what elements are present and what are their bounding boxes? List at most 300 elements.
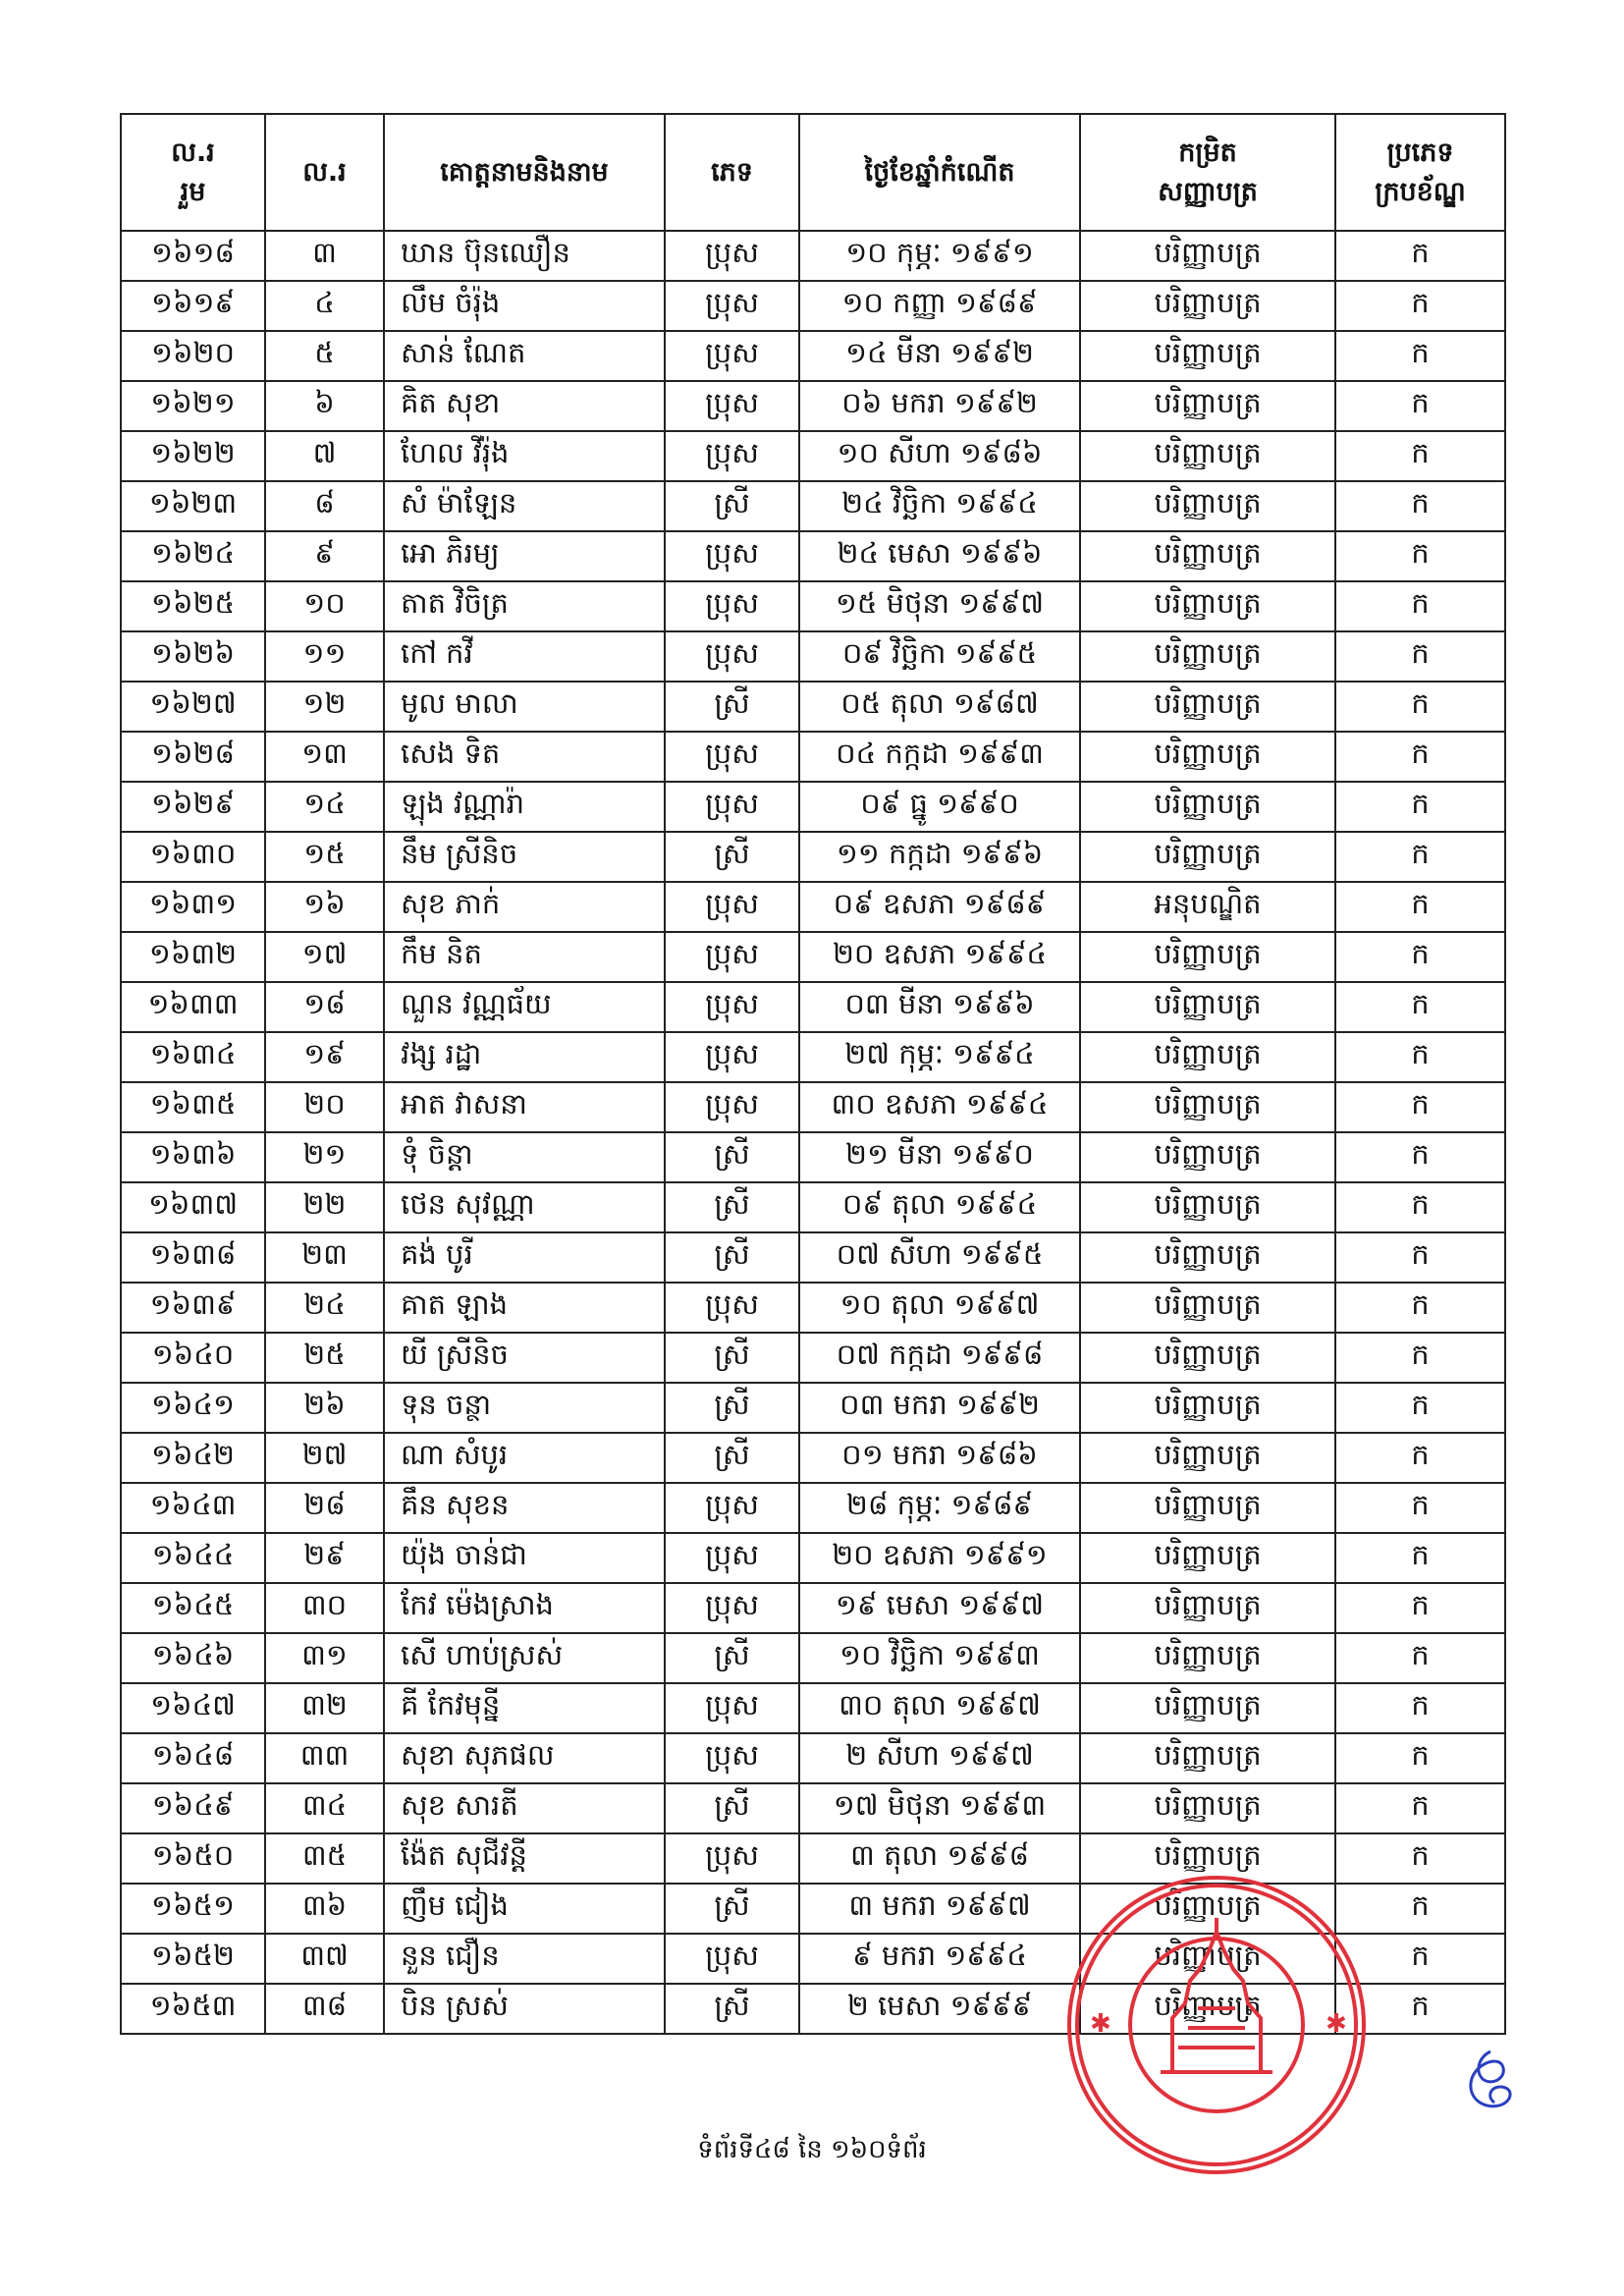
row-sex-cell: ប្រុស — [665, 1733, 799, 1783]
row-sex-cell: ប្រុស — [665, 1533, 799, 1583]
row-sex-cell: ប្រុស — [665, 882, 799, 932]
row-framework-type-cell: ក — [1335, 481, 1505, 531]
row-framework-type-cell: ក — [1335, 1934, 1505, 1984]
row-no-cell: ១១ — [265, 631, 384, 682]
row-no-cell: ២៩ — [265, 1533, 384, 1583]
row-full-name-cell: គង់ បូរី — [384, 1232, 665, 1283]
row-degree-level-cell: បរិញ្ញាបត្រ — [1080, 1132, 1335, 1182]
row-framework-type-cell: ក — [1335, 832, 1505, 882]
row-sex-cell: ប្រុស — [665, 1934, 799, 1984]
row-date-of-birth-cell: ១០ វិច្ឆិកា ១៩៩៣ — [799, 1633, 1080, 1683]
table-row — [121, 1583, 1505, 1633]
row-sex-cell: ស្រី — [665, 1132, 799, 1182]
table-row — [121, 231, 1505, 281]
row-overall-no-cell: ១៦៥៣ — [121, 1984, 265, 2034]
row-framework-type-cell: ក — [1335, 281, 1505, 331]
row-date-of-birth-cell: ០៧ សីហា ១៩៩៥ — [799, 1232, 1080, 1283]
row-overall-no-cell: ១៦២៣ — [121, 481, 265, 531]
row-degree-level-cell: បរិញ្ញាបត្រ — [1080, 1984, 1335, 2034]
row-full-name-cell: សាន់ ណែត — [384, 331, 665, 381]
row-date-of-birth-cell: ១៧ មិថុនា ១៩៩៣ — [799, 1783, 1080, 1833]
row-framework-type-cell: ក — [1335, 381, 1505, 431]
row-overall-no-cell: ១៦៣១ — [121, 882, 265, 932]
row-sex-cell: ស្រី — [665, 1433, 799, 1483]
table-header — [121, 114, 1505, 231]
row-full-name-cell: មូល មាលា — [384, 682, 665, 732]
row-overall-no-cell: ១៦៣៥ — [121, 1082, 265, 1132]
table-row — [121, 1533, 1505, 1583]
row-degree-level-cell: បរិញ្ញាបត្រ — [1080, 581, 1335, 631]
row-sex-cell: ស្រី — [665, 1633, 799, 1683]
row-date-of-birth-cell: ២៨ កុម្ភៈ ១៩៨៩ — [799, 1483, 1080, 1533]
row-date-of-birth-cell: ២០ ឧសភា ១៩៩១ — [799, 1533, 1080, 1583]
table-row — [121, 932, 1505, 982]
row-full-name-cell: ទុំ ចិន្តា — [384, 1132, 665, 1182]
handwritten-signature — [1461, 2048, 1520, 2116]
table-row — [121, 431, 1505, 481]
header-degree-level: កម្រិត សញ្ញាបត្រ — [1080, 114, 1335, 231]
row-date-of-birth-cell: ០៣ មីនា ១៩៩៦ — [799, 982, 1080, 1032]
row-degree-level-cell: បរិញ្ញាបត្រ — [1080, 631, 1335, 682]
row-degree-level-cell: បរិញ្ញាបត្រ — [1080, 281, 1335, 331]
row-framework-type-cell: ក — [1335, 1984, 1505, 2034]
row-date-of-birth-cell: ២ សីហា ១៩៩៧ — [799, 1733, 1080, 1783]
row-sex-cell: ស្រី — [665, 1984, 799, 2034]
row-degree-level-cell: បរិញ្ញាបត្រ — [1080, 1032, 1335, 1082]
row-sex-cell: ស្រី — [665, 1333, 799, 1383]
row-full-name-cell: បិន ស្រស់ — [384, 1984, 665, 2034]
row-date-of-birth-cell: ២១ មីនា ១៩៩០ — [799, 1132, 1080, 1182]
row-no-cell: ១៥ — [265, 832, 384, 882]
table-row — [121, 682, 1505, 732]
row-overall-no-cell: ១៦៥០ — [121, 1833, 265, 1884]
row-no-cell: ៣០ — [265, 1583, 384, 1633]
row-sex-cell: ប្រុស — [665, 982, 799, 1032]
row-framework-type-cell: ក — [1335, 782, 1505, 832]
row-no-cell: ៣៥ — [265, 1833, 384, 1884]
row-date-of-birth-cell: ២៤ មេសា ១៩៩៦ — [799, 531, 1080, 581]
row-full-name-cell: ញឹម ជៀង — [384, 1884, 665, 1934]
row-full-name-cell: លឹម ចំរ៉ុង — [384, 281, 665, 331]
row-sex-cell: ប្រុស — [665, 381, 799, 431]
row-degree-level-cell: អនុបណ្ឌិត — [1080, 882, 1335, 932]
row-framework-type-cell: ក — [1335, 982, 1505, 1032]
row-overall-no-cell: ១៦៣៦ — [121, 1132, 265, 1182]
row-no-cell: ១៤ — [265, 782, 384, 832]
row-overall-no-cell: ១៦៤២ — [121, 1433, 265, 1483]
row-framework-type-cell: ក — [1335, 531, 1505, 581]
row-full-name-cell: យី ស្រីនិច — [384, 1333, 665, 1383]
row-date-of-birth-cell: ០១ មករា ១៩៨៦ — [799, 1433, 1080, 1483]
row-date-of-birth-cell: ១០ សីហា ១៩៨៦ — [799, 431, 1080, 481]
row-no-cell: ៣១ — [265, 1633, 384, 1683]
row-date-of-birth-cell: ៣០ តុលា ១៩៩៧ — [799, 1683, 1080, 1733]
candidate-table — [120, 113, 1506, 2035]
row-no-cell: ២២ — [265, 1182, 384, 1232]
table-row — [121, 281, 1505, 331]
table-row — [121, 481, 1505, 531]
header-framework-type: ប្រភេទ ក្របខ័ណ្ឌ — [1335, 114, 1505, 231]
row-sex-cell: ប្រុស — [665, 732, 799, 782]
row-degree-level-cell: បរិញ្ញាបត្រ — [1080, 1483, 1335, 1533]
table-row — [121, 1132, 1505, 1182]
row-framework-type-cell: ក — [1335, 1283, 1505, 1333]
row-overall-no-cell: ១៦៣៣ — [121, 982, 265, 1032]
row-no-cell: ៣៤ — [265, 1783, 384, 1833]
row-date-of-birth-cell: ០៧ កក្កដា ១៩៩៨ — [799, 1333, 1080, 1383]
row-sex-cell: ប្រុស — [665, 1583, 799, 1633]
table-row — [121, 1383, 1505, 1433]
row-no-cell: ២៦ — [265, 1383, 384, 1433]
row-overall-no-cell: ១៦២៧ — [121, 682, 265, 732]
row-sex-cell: ប្រុស — [665, 281, 799, 331]
row-date-of-birth-cell: ១០ កុម្ភៈ ១៩៩១ — [799, 231, 1080, 281]
row-sex-cell: ប្រុស — [665, 1283, 799, 1333]
row-date-of-birth-cell: ២ មេសា ១៩៩៩ — [799, 1984, 1080, 2034]
row-overall-no-cell: ១៦២៩ — [121, 782, 265, 832]
row-overall-no-cell: ១៦១៩ — [121, 281, 265, 331]
row-degree-level-cell: បរិញ្ញាបត្រ — [1080, 1733, 1335, 1783]
row-full-name-cell: ថេន សុវណ្ណា — [384, 1182, 665, 1232]
row-date-of-birth-cell: ០៣ មករា ១៩៩២ — [799, 1383, 1080, 1433]
table-row — [121, 982, 1505, 1032]
row-full-name-cell: ទុន ចន្ថា — [384, 1383, 665, 1433]
svg-text:✱: ✱ — [1090, 2009, 1111, 2039]
row-overall-no-cell: ១៦៣៩ — [121, 1283, 265, 1333]
row-degree-level-cell: បរិញ្ញាបត្រ — [1080, 1884, 1335, 1934]
row-sex-cell: ស្រី — [665, 1383, 799, 1433]
row-full-name-cell: សុខ សារតី — [384, 1783, 665, 1833]
row-sex-cell: ស្រី — [665, 682, 799, 732]
row-framework-type-cell: ក — [1335, 331, 1505, 381]
row-full-name-cell: ឡុង វណ្ណារ៉ា — [384, 782, 665, 832]
row-degree-level-cell: បរិញ្ញាបត្រ — [1080, 1783, 1335, 1833]
row-framework-type-cell: ក — [1335, 431, 1505, 481]
row-no-cell: ៦ — [265, 381, 384, 431]
row-full-name-cell: ហែល វីរ៉ុង — [384, 431, 665, 481]
row-full-name-cell: វង្ស រដ្ឋា — [384, 1032, 665, 1082]
row-date-of-birth-cell: ០៥ តុលា ១៩៨៧ — [799, 682, 1080, 732]
row-sex-cell: ប្រុស — [665, 1082, 799, 1132]
row-no-cell: ១៨ — [265, 982, 384, 1032]
table-row — [121, 1433, 1505, 1483]
row-no-cell: ៩ — [265, 531, 384, 581]
row-full-name-cell: សើ ហាប់ស្រស់ — [384, 1633, 665, 1683]
row-sex-cell: ប្រុស — [665, 1683, 799, 1733]
row-overall-no-cell: ១៦៤៣ — [121, 1483, 265, 1533]
row-framework-type-cell: ក — [1335, 1182, 1505, 1232]
row-full-name-cell: ង៉ែត សុជីវន្តី — [384, 1833, 665, 1884]
row-degree-level-cell: បរិញ្ញាបត្រ — [1080, 231, 1335, 281]
row-full-name-cell: កែវ ម៉េងស្រាង — [384, 1583, 665, 1633]
row-full-name-cell: នឹម ស្រីនិច — [384, 832, 665, 882]
row-degree-level-cell: បរិញ្ញាបត្រ — [1080, 1833, 1335, 1884]
row-full-name-cell: នួន ជឿន — [384, 1934, 665, 1984]
row-framework-type-cell: ក — [1335, 1833, 1505, 1884]
row-overall-no-cell: ១៦៤១ — [121, 1383, 265, 1433]
row-overall-no-cell: ១៦៣៨ — [121, 1232, 265, 1283]
row-framework-type-cell: ក — [1335, 1583, 1505, 1633]
row-overall-no-cell: ១៦៤៧ — [121, 1683, 265, 1733]
row-full-name-cell: គាត ឡាង — [384, 1283, 665, 1333]
row-degree-level-cell: បរិញ្ញាបត្រ — [1080, 1283, 1335, 1333]
table-row — [121, 1032, 1505, 1082]
row-overall-no-cell: ១៦២០ — [121, 331, 265, 381]
row-framework-type-cell: ក — [1335, 1633, 1505, 1683]
row-degree-level-cell: បរិញ្ញាបត្រ — [1080, 832, 1335, 882]
row-overall-no-cell: ១៦១៨ — [121, 231, 265, 281]
row-framework-type-cell: ក — [1335, 1032, 1505, 1082]
row-full-name-cell: សំ ម៉ាឡែន — [384, 481, 665, 531]
row-overall-no-cell: ១៦៣២ — [121, 932, 265, 982]
header-sex: ភេទ — [665, 114, 799, 231]
row-date-of-birth-cell: ១០ កញ្ញា ១៩៨៩ — [799, 281, 1080, 331]
table-row — [121, 1783, 1505, 1833]
row-degree-level-cell: បរិញ្ញាបត្រ — [1080, 732, 1335, 782]
table-row — [121, 331, 1505, 381]
row-date-of-birth-cell: ០៤ កក្កដា ១៩៩៣ — [799, 732, 1080, 782]
row-sex-cell: ប្រុស — [665, 331, 799, 381]
header-date-of-birth: ថ្ងៃខែឆ្នាំកំណើត — [799, 114, 1080, 231]
row-date-of-birth-cell: ០៩ តុលា ១៩៩៤ — [799, 1182, 1080, 1232]
row-framework-type-cell: ក — [1335, 882, 1505, 932]
row-degree-level-cell: បរិញ្ញាបត្រ — [1080, 1683, 1335, 1733]
row-degree-level-cell: បរិញ្ញាបត្រ — [1080, 682, 1335, 732]
row-no-cell: ៥ — [265, 331, 384, 381]
row-sex-cell: ស្រី — [665, 832, 799, 882]
row-no-cell: ៣៣ — [265, 1733, 384, 1783]
row-date-of-birth-cell: ១០ តុលា ១៩៩៧ — [799, 1283, 1080, 1333]
row-date-of-birth-cell: ០៩ ធ្នូ ១៩៩០ — [799, 782, 1080, 832]
row-date-of-birth-cell: ១៥ មិថុនា ១៩៩៧ — [799, 581, 1080, 631]
header-no: ល.រ — [265, 114, 384, 231]
row-date-of-birth-cell: ២៤ វិច្ឆិកា ១៩៩៤ — [799, 481, 1080, 531]
row-no-cell: ១៣ — [265, 732, 384, 782]
row-overall-no-cell: ១៦២១ — [121, 381, 265, 431]
row-date-of-birth-cell: ១៩ មេសា ១៩៩៧ — [799, 1583, 1080, 1633]
row-no-cell: ១៦ — [265, 882, 384, 932]
row-overall-no-cell: ១៦២៤ — [121, 531, 265, 581]
row-date-of-birth-cell: ៣ តុលា ១៩៩៨ — [799, 1833, 1080, 1884]
row-framework-type-cell: ក — [1335, 631, 1505, 682]
row-date-of-birth-cell: ៩ មករា ១៩៩៤ — [799, 1934, 1080, 1984]
row-full-name-cell: តាត វិចិត្រ — [384, 581, 665, 631]
row-degree-level-cell: បរិញ្ញាបត្រ — [1080, 331, 1335, 381]
row-framework-type-cell: ក — [1335, 1683, 1505, 1733]
candidate-list-sheet — [120, 113, 1504, 2035]
row-full-name-cell: អាត វាសនា — [384, 1082, 665, 1132]
row-overall-no-cell: ១៦២៨ — [121, 732, 265, 782]
row-date-of-birth-cell: ១១ កក្កដា ១៩៩៦ — [799, 832, 1080, 882]
row-degree-level-cell: បរិញ្ញាបត្រ — [1080, 1232, 1335, 1283]
table-row — [121, 732, 1505, 782]
row-overall-no-cell: ១៦២៥ — [121, 581, 265, 631]
svg-text:✱: ✱ — [1326, 2009, 1347, 2039]
row-date-of-birth-cell: ២០ ឧសភា ១៩៩៤ — [799, 932, 1080, 982]
table-row — [121, 1683, 1505, 1733]
row-date-of-birth-cell: ០៦ មករា ១៩៩២ — [799, 381, 1080, 431]
row-framework-type-cell: ក — [1335, 1333, 1505, 1383]
row-sex-cell: ស្រី — [665, 1232, 799, 1283]
row-framework-type-cell: ក — [1335, 1483, 1505, 1533]
row-degree-level-cell: បរិញ្ញាបត្រ — [1080, 932, 1335, 982]
row-full-name-cell: ណួន វណ្ណធ័យ — [384, 982, 665, 1032]
row-framework-type-cell: ក — [1335, 682, 1505, 732]
row-overall-no-cell: ១៦២៦ — [121, 631, 265, 682]
row-framework-type-cell: ក — [1335, 1733, 1505, 1783]
row-framework-type-cell: ក — [1335, 1433, 1505, 1483]
row-no-cell: ៣៧ — [265, 1934, 384, 1984]
table-row — [121, 782, 1505, 832]
row-full-name-cell: សុខ ភាក់ — [384, 882, 665, 932]
row-framework-type-cell: ក — [1335, 1132, 1505, 1182]
row-date-of-birth-cell: ៣ មករា ១៩៩៧ — [799, 1884, 1080, 1934]
row-no-cell: ២៣ — [265, 1232, 384, 1283]
row-sex-cell: ប្រុស — [665, 631, 799, 682]
row-overall-no-cell: ១៦៤៨ — [121, 1733, 265, 1783]
row-degree-level-cell: បរិញ្ញាបត្រ — [1080, 381, 1335, 431]
row-overall-no-cell: ១៦៤៤ — [121, 1533, 265, 1583]
row-no-cell: ៣ — [265, 231, 384, 281]
row-date-of-birth-cell: ០៩ វិច្ឆិកា ១៩៩៥ — [799, 631, 1080, 682]
table-row — [121, 1082, 1505, 1132]
row-framework-type-cell: ក — [1335, 231, 1505, 281]
table-row — [121, 1633, 1505, 1683]
row-degree-level-cell: បរិញ្ញាបត្រ — [1080, 1633, 1335, 1683]
table-row — [121, 581, 1505, 631]
row-full-name-cell: គិត សុខា — [384, 381, 665, 431]
table-body — [121, 231, 1505, 2034]
row-no-cell: ៣២ — [265, 1683, 384, 1733]
row-sex-cell: ប្រុស — [665, 431, 799, 481]
row-full-name-cell: កឹម និត — [384, 932, 665, 982]
row-full-name-cell: សេង ទិត — [384, 732, 665, 782]
row-sex-cell: ប្រុស — [665, 1833, 799, 1884]
row-degree-level-cell: បរិញ្ញាបត្រ — [1080, 1182, 1335, 1232]
row-degree-level-cell: បរិញ្ញាបត្រ — [1080, 1533, 1335, 1583]
row-degree-level-cell: បរិញ្ញាបត្រ — [1080, 782, 1335, 832]
row-degree-level-cell: បរិញ្ញាបត្រ — [1080, 1082, 1335, 1132]
row-framework-type-cell: ក — [1335, 932, 1505, 982]
table-row — [121, 1232, 1505, 1283]
row-overall-no-cell: ១៦៣៤ — [121, 1032, 265, 1082]
table-row — [121, 1733, 1505, 1783]
table-row — [121, 631, 1505, 682]
row-full-name-cell: កៅ កវី — [384, 631, 665, 682]
row-no-cell: ១៧ — [265, 932, 384, 982]
row-no-cell: ១២ — [265, 682, 384, 732]
row-framework-type-cell: ក — [1335, 581, 1505, 631]
row-framework-type-cell: ក — [1335, 1533, 1505, 1583]
row-sex-cell: ប្រុស — [665, 231, 799, 281]
row-framework-type-cell: ក — [1335, 1884, 1505, 1934]
row-framework-type-cell: ក — [1335, 1232, 1505, 1283]
row-date-of-birth-cell: ៣០ ឧសភា ១៩៩៤ — [799, 1082, 1080, 1132]
row-full-name-cell: ឃាន ប៊ុនឈឿន — [384, 231, 665, 281]
row-date-of-birth-cell: ១៤ មីនា ១៩៩២ — [799, 331, 1080, 381]
row-no-cell: ៣៨ — [265, 1984, 384, 2034]
row-overall-no-cell: ១៦៥១ — [121, 1884, 265, 1934]
table-row — [121, 1182, 1505, 1232]
row-sex-cell: ប្រុស — [665, 782, 799, 832]
header-overall-no: ល.រ រួម — [121, 114, 265, 231]
row-overall-no-cell: ១៦៤៦ — [121, 1633, 265, 1683]
table-row — [121, 381, 1505, 431]
row-full-name-cell: យ៉ុង ចាន់ជា — [384, 1533, 665, 1583]
row-no-cell: ២៥ — [265, 1333, 384, 1383]
row-degree-level-cell: បរិញ្ញាបត្រ — [1080, 481, 1335, 531]
table-row — [121, 1283, 1505, 1333]
row-degree-level-cell: បរិញ្ញាបត្រ — [1080, 431, 1335, 481]
row-overall-no-cell: ១៦៤០ — [121, 1333, 265, 1383]
table-row — [121, 531, 1505, 581]
row-sex-cell: ស្រី — [665, 1783, 799, 1833]
row-full-name-cell: គី កែវមុន្នី — [384, 1683, 665, 1733]
row-full-name-cell: អោ ភិរម្យ — [384, 531, 665, 581]
row-overall-no-cell: ១៦៣០ — [121, 832, 265, 882]
table-row — [121, 832, 1505, 882]
row-no-cell: ៣៦ — [265, 1884, 384, 1934]
row-sex-cell: ប្រុស — [665, 1032, 799, 1082]
row-sex-cell: ប្រុស — [665, 932, 799, 982]
row-degree-level-cell: បរិញ្ញាបត្រ — [1080, 1934, 1335, 1984]
row-no-cell: ២០ — [265, 1082, 384, 1132]
row-degree-level-cell: បរិញ្ញាបត្រ — [1080, 1383, 1335, 1433]
row-degree-level-cell: បរិញ្ញាបត្រ — [1080, 1333, 1335, 1383]
row-degree-level-cell: បរិញ្ញាបត្រ — [1080, 1433, 1335, 1483]
row-date-of-birth-cell: ០៩ ឧសភា ១៩៨៩ — [799, 882, 1080, 932]
row-full-name-cell: ណា សំបូរ — [384, 1433, 665, 1483]
row-full-name-cell: គឹន សុខន — [384, 1483, 665, 1533]
row-date-of-birth-cell: ២៧ កុម្ភៈ ១៩៩៤ — [799, 1032, 1080, 1082]
row-no-cell: ២៤ — [265, 1283, 384, 1333]
page-number: ទំព័រទី៤៨ នៃ ១៦០ទំព័រ — [697, 2135, 927, 2164]
row-sex-cell: ស្រី — [665, 1182, 799, 1232]
row-overall-no-cell: ១៦៤៩ — [121, 1783, 265, 1833]
row-sex-cell: ប្រុស — [665, 531, 799, 581]
row-sex-cell: ស្រី — [665, 1884, 799, 1934]
row-no-cell: ៤ — [265, 281, 384, 331]
row-full-name-cell: សុខា សុភផល — [384, 1733, 665, 1783]
header-full-name: គោត្តនាមនិងនាម — [384, 114, 665, 231]
row-no-cell: ៨ — [265, 481, 384, 531]
row-no-cell: ២៨ — [265, 1483, 384, 1533]
row-sex-cell: ប្រុស — [665, 1483, 799, 1533]
row-degree-level-cell: បរិញ្ញាបត្រ — [1080, 531, 1335, 581]
row-overall-no-cell: ១៦៤៥ — [121, 1583, 265, 1633]
row-no-cell: ៧ — [265, 431, 384, 481]
table-row — [121, 882, 1505, 932]
row-overall-no-cell: ១៦៣៧ — [121, 1182, 265, 1232]
row-no-cell: ១៩ — [265, 1032, 384, 1082]
row-no-cell: ២៧ — [265, 1433, 384, 1483]
header-row — [121, 114, 1505, 231]
row-sex-cell: ស្រី — [665, 481, 799, 531]
row-no-cell: ១០ — [265, 581, 384, 631]
table-row — [121, 1483, 1505, 1533]
row-no-cell: ២១ — [265, 1132, 384, 1182]
table-row — [121, 1333, 1505, 1383]
row-degree-level-cell: បរិញ្ញាបត្រ — [1080, 982, 1335, 1032]
row-framework-type-cell: ក — [1335, 1082, 1505, 1132]
row-overall-no-cell: ១៦៥២ — [121, 1934, 265, 1984]
row-sex-cell: ប្រុស — [665, 581, 799, 631]
row-degree-level-cell: បរិញ្ញាបត្រ — [1080, 1583, 1335, 1633]
row-overall-no-cell: ១៦២២ — [121, 431, 265, 481]
row-framework-type-cell: ក — [1335, 1783, 1505, 1833]
row-framework-type-cell: ក — [1335, 1383, 1505, 1433]
row-framework-type-cell: ក — [1335, 732, 1505, 782]
